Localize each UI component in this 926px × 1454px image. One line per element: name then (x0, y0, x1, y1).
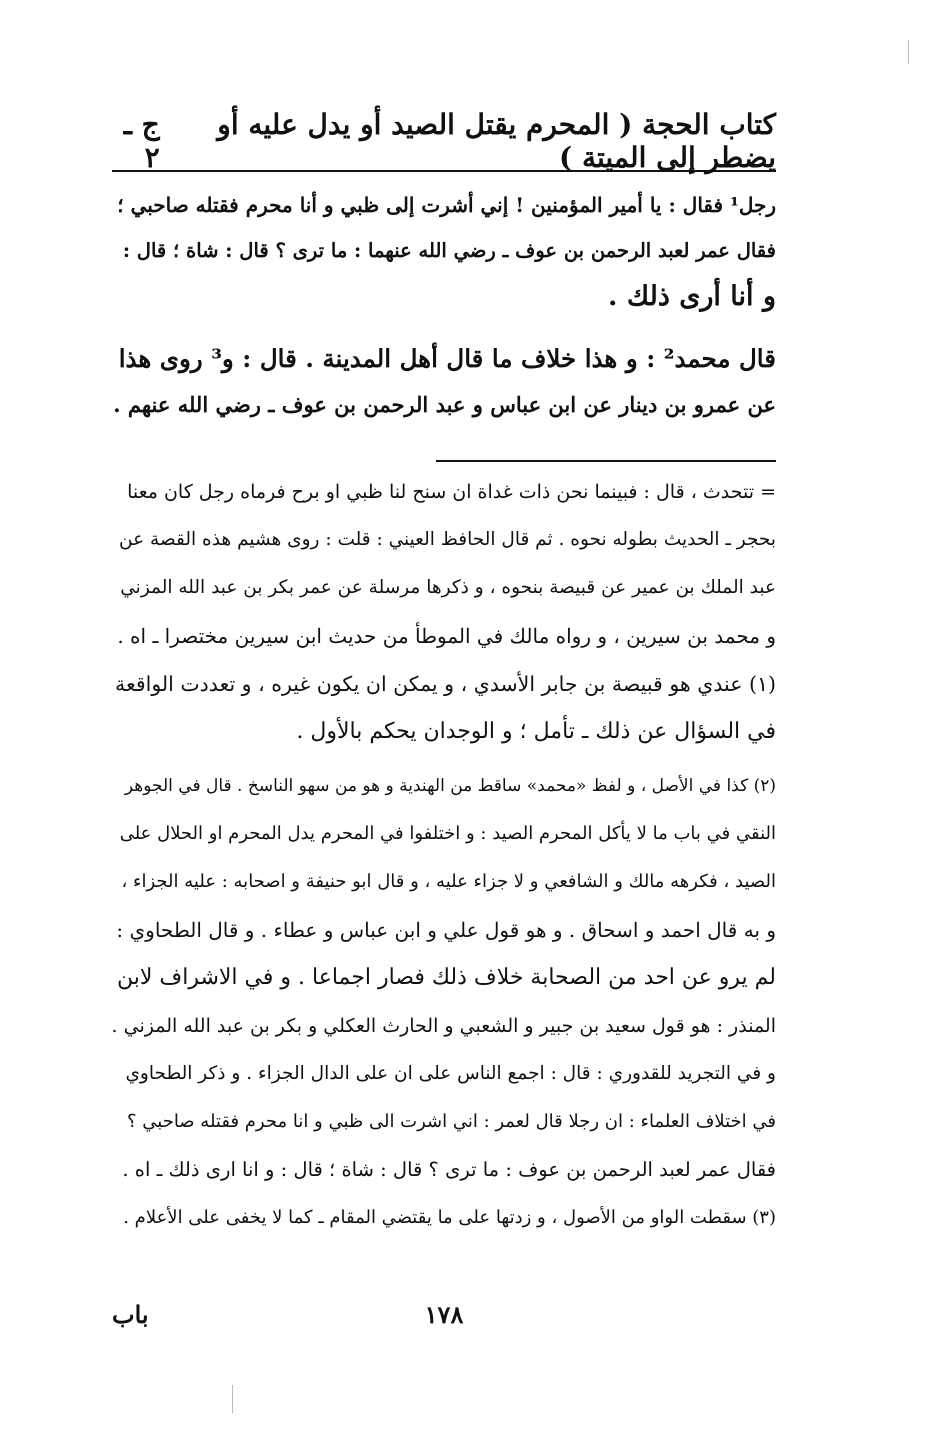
volume-label: ج ـ ٢ (123, 108, 160, 174)
footnote-line: في السؤال عن ذلك ـ تأمل ؛ و الوجدان يحكم بالأول . (296, 719, 776, 744)
footnote-line: الصيد ، فكرهه مالك و الشافعي و لا جزاء عليه ، و قال ابو حنيفة و اصحابه : عليه الجزاء ، (121, 871, 776, 892)
footnote-line: = تتحدث ، قال : فبينما نحن ذات غداة ان سنح لنا ظبي او برح فرماه رجل كان معنا (127, 481, 776, 503)
footnote-line: و محمد بن سيرين ، و رواه مالك في الموطأ من حديث ابن سيرين مختصرا ـ اه . (117, 624, 776, 648)
scan-mark (232, 1385, 233, 1413)
footnote-line: فقال عمر لعبد الرحمن بن عوف : ما ترى ؟ قال : شاة ؛ قال : و انا ارى ذلك ـ اه . (122, 1158, 776, 1181)
footnote-line: النقي في باب ما لا يأكل المحرم الصيد : و اختلفوا في المحرم يدل المحرم او الحلال على (119, 823, 776, 844)
footnote-line: و به قال احمد و اسحاق . و هو قول علي و ابن عباس و عطاء . و قال الطحاوي : (116, 918, 776, 942)
footnote-3: (٣) سقطت الواو من الأصول ، و زدتها على ما يقتضي المقام ـ كما لا يخفى على الأعلام . (123, 1207, 776, 1228)
footnote-line: بحجر ـ الحديث بطوله نحوه . ثم قال الحافظ العيني : قلت : روى هشيم هذه القصة عن (119, 529, 776, 550)
main-text (112, 182, 776, 428)
main-line: و أنا أرى ذلك . (608, 281, 776, 312)
main-line: قال محمد² : و هذا خلاف ما قال أهل المدينة . قال : و³ روى هذا (118, 344, 776, 373)
footnotes (112, 468, 776, 1242)
footnote-line: في اختلاف العلماء : ان رجلا قال لعمر : اني اشرت الى ظبي و انا محرم فقتله صاحبي ؟ (126, 1111, 776, 1132)
footnote-rule (436, 460, 776, 462)
footnote-line: لم يرو عن احد من الصحابة خلاف ذلك فصار اجماعا . و في الاشراف لابن (116, 965, 776, 990)
footnote-line: عبد الملك بن عمير عن قبيصة بنحوه ، و ذكرها مرسلة عن عمر بكر بن عبد الله المزني (120, 577, 776, 598)
header-rule (112, 170, 776, 172)
footnote-line: و في التجريد للقدوري : قال : اجمع الناس على ان على الدال الجزاء . و ذكر الطحاوي (125, 1063, 776, 1084)
running-header (112, 108, 776, 174)
scan-mark (908, 40, 909, 64)
catchword: باب (112, 1300, 149, 1329)
page-number: ١٧٨ (424, 1300, 464, 1329)
main-line: رجل¹ فقال : يا أمير المؤمنين ! إني أشرت إلى ظبي و أنا محرم فقتله صاحبي ؛ (117, 193, 776, 217)
main-line: عن عمرو بن دينار عن ابن عباس و عبد الرحمن بن عوف ـ رضي الله عنهم . (113, 392, 776, 417)
footnote-1: (١) عندي هو قبيصة بن جابر الأسدي ، و يمكن ان يكون غيره ، و تعددت الواقعة (114, 672, 776, 696)
page-footer (112, 1300, 776, 1340)
footnote-line: المنذر : هو قول سعيد بن جبير و الشعبي و الحارث العكلي و بكر بن عبد الله المزني . (111, 1015, 776, 1037)
footnote-2: (٢) كذا في الأصل ، و لفظ «محمد» ساقط من الهندية و هو من سهو الناسخ . قال في الجوهر (124, 776, 776, 796)
running-title: كتاب الحجة ( المحرم يقتل الصيد أو يدل عليه أو يضطر إلى الميتة ) (217, 108, 776, 174)
main-line: فقال عمر لعبد الرحمن بن عوف ـ رضي الله عنهما : ما ترى ؟ قال : شاة ؛ قال : (122, 239, 776, 262)
